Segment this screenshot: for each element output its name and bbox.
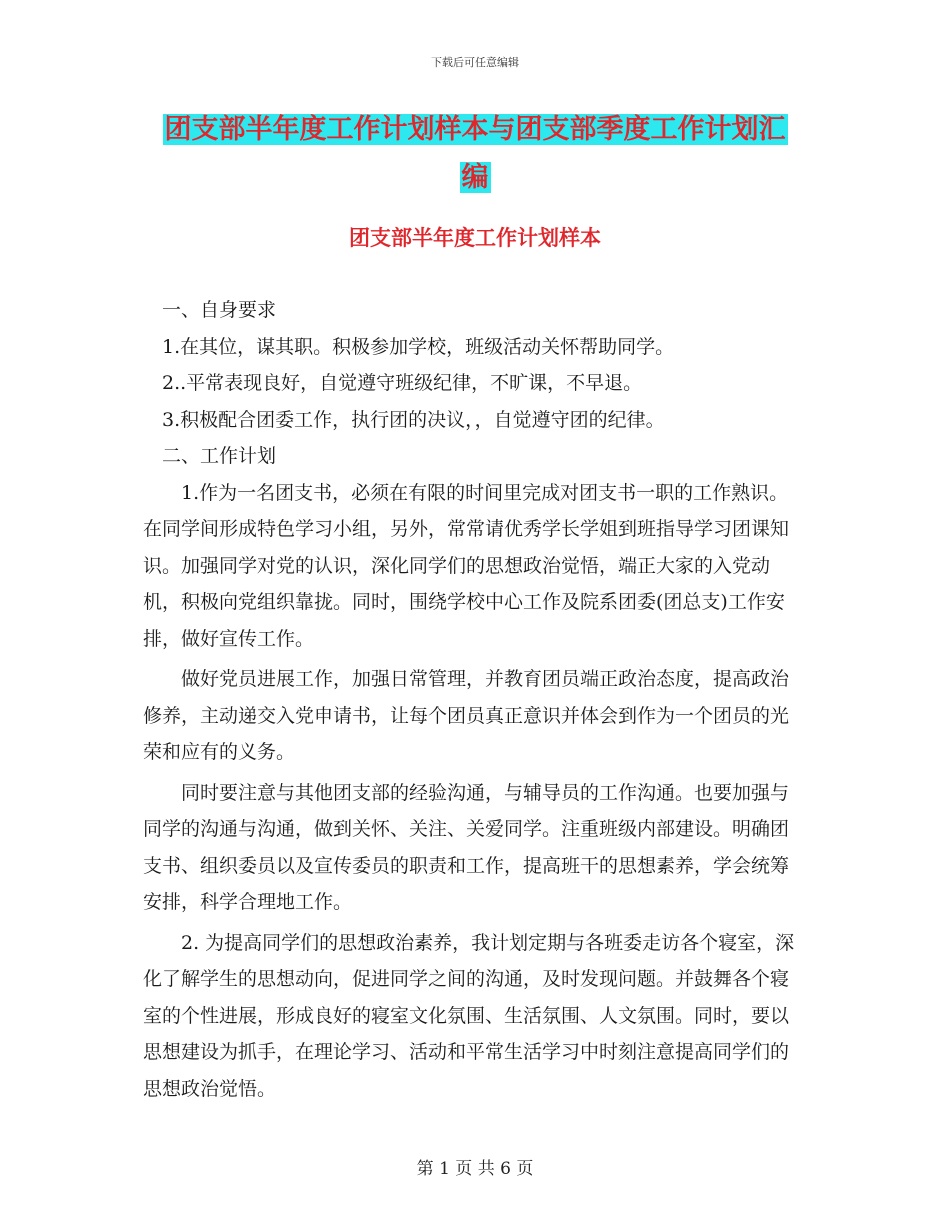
header-note: 下载后可任意编辑 [431,56,519,69]
paragraph: 2. 为提高同学们的思想政治素养，我计划定期与各班委走访各个寝室，深化了解学生的思想动向，促进同学之间的沟通，及时发现问题。并鼓舞各个寝室的个性进展，形成良好的寝室文化氛围、生活氛围、人文氛围。同时，要以思想建设为抓手，在理论学习、活动和平常生活学习中时刻注意提高同学们的思想政治觉悟。 [143,931,795,1100]
document-title [0,106,950,202]
list-item: 3.积极配合团委工作，执行团的决议，，自觉遵守团的纪律。 [162,408,665,431]
paragraph: 同时要注意与其他团支部的经验沟通，与辅导员的工作沟通。也要加强与同学的沟通与沟通，做到关怀、关注、关爱同学。注重班级内部建设。明确团支书、组织委员以及宣传委员的职责和工作，提高班干的思想素养，学会统筹安排，科学合理地工作。 [143,781,790,913]
paragraph: 做好党员进展工作，加强日常管理，并教育团员端正政治态度，提高政治修养，主动递交入党申请书，让每个团员真正意识并体会到作为一个团员的光荣和应有的义务。 [143,668,790,763]
document-title-line-2: 编 [461,162,489,193]
list-item: 1.在其位，谋其职。积极参加学校，班级活动关怀帮助同学。 [162,335,675,358]
section-title: 团支部半年度工作计划样本 [349,226,601,250]
list-item: 2..平常表现良好，自觉遵守班级纪律，不旷课，不早退。 [162,372,643,394]
page-number: 第 1 页 共 6 页 [416,1159,534,1179]
heading-work-plan: 二、工作计划 [162,445,277,467]
document-title-line-1: 团支部半年度工作计划样本与团支部季度工作计划汇 [164,114,786,145]
paragraph: 1.作为一名团支书，必须在有限的时间里完成对团支书一职的工作熟识。在同学间形成特色学习小组，另外，常常请优秀学长学姐到班指导学习团课知识。加强同学对党的认识，深化同学们的思想政治觉悟，端正大家的入党动机，积极向党组织靠拢。同时，围绕学校中心工作及院系团委(团总支)工作安排，做好宣传工作。 [143,481,790,650]
heading-self-requirements: 一、自身要求 [162,299,277,321]
document-body [143,292,807,1107]
